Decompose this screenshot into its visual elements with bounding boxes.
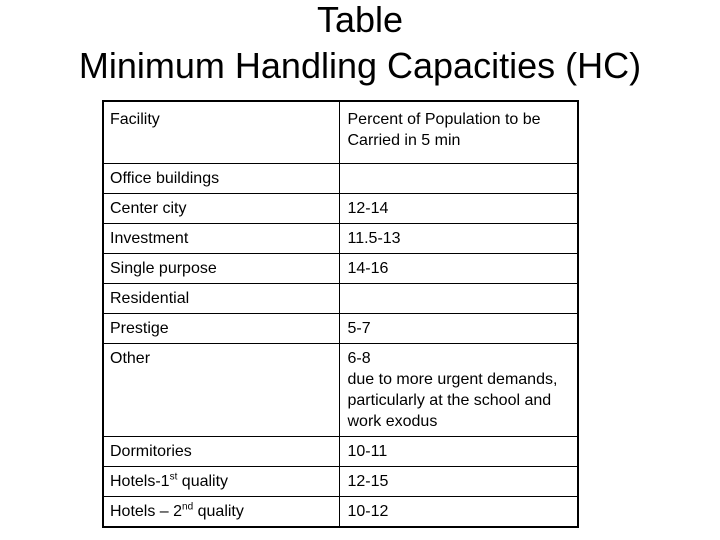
row-facility	[103, 467, 339, 497]
row-value: 12-14	[339, 194, 578, 224]
row-value	[339, 284, 578, 314]
row-value: 10-11	[339, 437, 578, 467]
row-facility: Residential	[103, 284, 339, 314]
facility-prefix: Hotels-1	[110, 473, 170, 490]
page-title-line-2: Minimum Handling Capacities (HC)	[78, 45, 642, 86]
capacity-table	[102, 100, 579, 528]
row-value-with-note	[339, 344, 578, 437]
capacity-table-container	[102, 100, 577, 528]
row-facility: Dormitories	[103, 437, 339, 467]
table-row	[103, 437, 578, 467]
row-value: 12-15	[339, 467, 578, 497]
facility-prefix: Hotels – 2	[110, 503, 183, 520]
header-facility: Facility	[103, 101, 339, 164]
table-row	[103, 254, 578, 284]
facility-suffix: quality	[193, 503, 244, 520]
table-row	[103, 314, 578, 344]
table-row	[103, 224, 578, 254]
table-row	[103, 194, 578, 224]
table-row	[103, 497, 578, 528]
row-facility: Prestige	[103, 314, 339, 344]
page-title-line-1: Table	[316, 0, 404, 40]
table-row	[103, 284, 578, 314]
table-header-row	[103, 101, 578, 164]
facility-ordinal: nd	[182, 501, 194, 513]
row-value	[339, 164, 578, 194]
header-percent: Percent of Population to be Carried in 5 min	[339, 101, 578, 164]
row-facility: Investment	[103, 224, 339, 254]
table-row	[103, 344, 578, 437]
row-value: 5-7	[339, 314, 578, 344]
table-row	[103, 467, 578, 497]
row-facility: Single purpose	[103, 254, 339, 284]
facility-suffix: quality	[177, 473, 229, 490]
row-facility: Other	[103, 344, 339, 437]
facility-ordinal: st	[169, 471, 178, 483]
row-note: due to more urgent demands, particularly at the school and work exodus	[347, 371, 558, 430]
row-value: 10-12	[339, 497, 578, 528]
row-value: 11.5-13	[339, 224, 578, 254]
row-facility: Office buildings	[103, 164, 339, 194]
row-facility	[103, 497, 339, 528]
table-row	[103, 164, 578, 194]
row-value: 14-16	[339, 254, 578, 284]
row-facility: Center city	[103, 194, 339, 224]
row-value: 6-8	[347, 350, 371, 367]
